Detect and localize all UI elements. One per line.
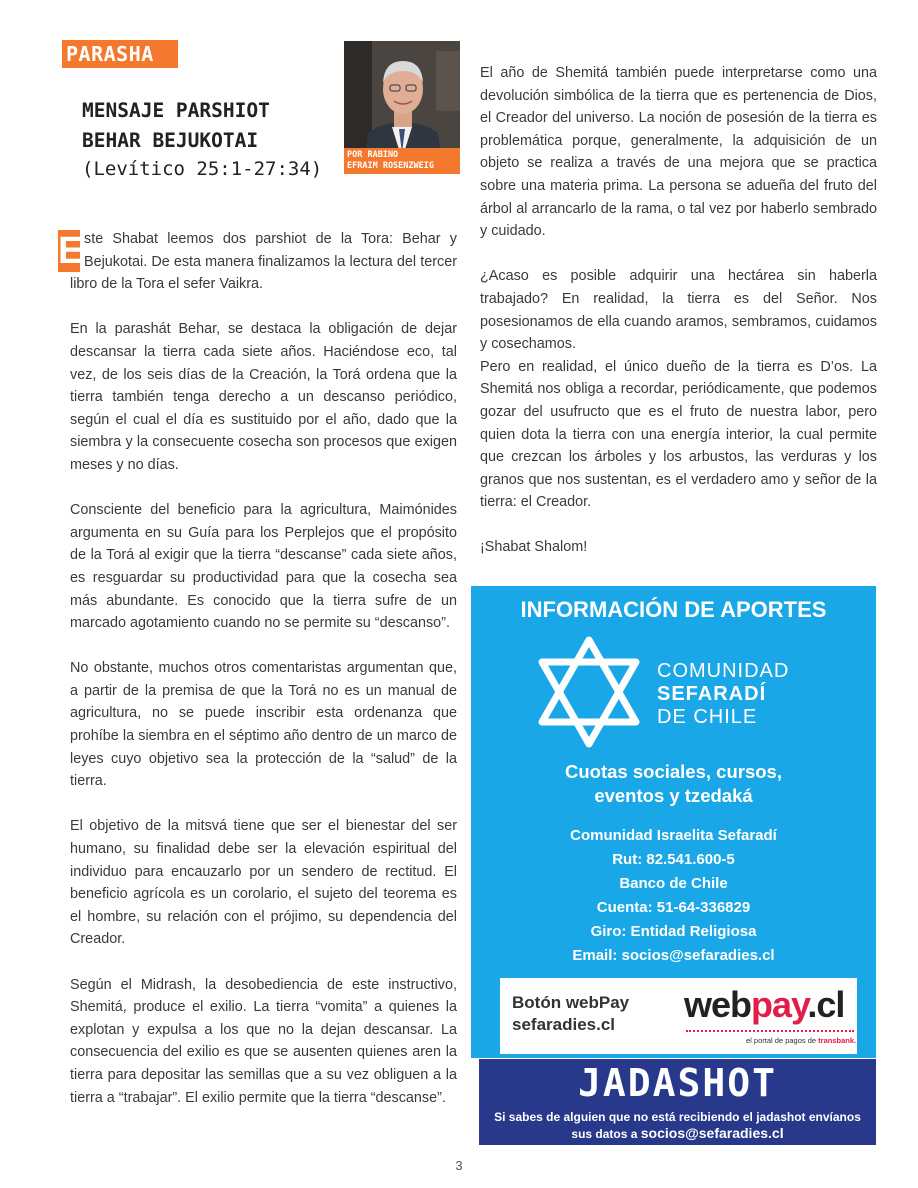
article-title (82, 96, 270, 156)
webpay-line-2: sefaradies.cl (512, 1015, 616, 1034)
paragraph-4: No obstante, muchos otros comentaristas argumentan que, a partir de la premisa de que la Torá no es un manual de agricultura, no se puede inscribir esta ordenanza que prohíbe la siembra en el séptimo año dentro de un marco de leyes cuyo objetivo sea la protección de la “salud” de la tierra. (70, 660, 457, 790)
article-right-column (480, 62, 877, 582)
paragraph-1-text: ste Shabat leemos dos parshiot de la Tora: Behar y Bejukotai. De esta manera finalizamos la lectura del tercer libro de la Tora el sefer Vaikra. (70, 231, 457, 293)
webpay-label (512, 992, 629, 1036)
jadashot-line-1: Si sabes de alguien que no está recibiendo el jadashot envíanos (494, 1110, 861, 1124)
webpay-logo (684, 984, 844, 1026)
community-logo-text (657, 660, 789, 729)
bank-name: Banco de Chile (619, 875, 728, 892)
portal-text: el portal de pagos de (746, 1036, 817, 1045)
donation-heading: INFORMACIÓN DE APORTES (520, 597, 827, 622)
bible-reference: (Levítico 25:1-27:34) (82, 158, 323, 180)
donation-info-box (471, 586, 876, 1058)
business-type: Giro: Entidad Religiosa (590, 923, 757, 940)
rut-number: Rut: 82.541.600-5 (612, 851, 735, 868)
paragraph-2: En la parashát Behar, se destaca la obligación de dejar descansar la tierra cada siete años. Haciéndose eco, tal vez, de los seis días de la Creación, la Torá ordena que la tierra también tenga derecho a un descanso periódico, según el cual el día es sustituido por el año, dado que la siembra y la consecuente cosecha son procesos que exigen meses y no días. (70, 321, 457, 473)
paragraph-8: ¿Acaso es posible adquirir una hectárea sin haberla trabajado? En realidad, la tierra es del Señor. Nos posesionamos de ella cuando aramos, sembramos, cuidamos y cosechamos. (480, 268, 877, 353)
account-holder: Comunidad Israelita Sefaradí (570, 827, 777, 844)
bank-details (471, 824, 876, 968)
paragraph-3: Consciente del beneficio para la agricultura, Maimónides argumenta en su Guía para los Perplejos que el propósito de la Torá al exigir que la tierra “descanse” cada siete años, es resguardar su productividad para que la cosecha sea más abundante. Es conocido que la tierra sufre de un marcado agotamiento cuando no se permite su “descanso”. (70, 502, 457, 632)
webpay-dotted-rule (686, 1030, 854, 1032)
jadashot-email[interactable]: socios@sefaradies.cl (640, 1125, 784, 1141)
paragraph-7: El año de Shemitá también puede interpretarse como una devolución simbólica de la tierra que es pertenencia de Dios, el Creador del universo. La noción de posesión de la tierra es problemática porque, generalmente, la adquisición de un objeto se realiza a través de una mejora que se practica sobre una materia prima. La persona se adueña del fruto del árbol al arrancarlo de la rama, o tal vez por haberlo sembrado y cuidado. (480, 65, 877, 240)
jadashot-message (479, 1109, 876, 1142)
title-line-1: MENSAJE PARSHIOT (82, 99, 270, 122)
paragraph-6: Según el Midrash, la desobediencia de este instructivo, Shemitá, produce el exilio. La tierra “vomita” a quienes la explotan y expulsa a los que no la dejan descansar. La consecuencia del exilio es que se ausenten quienes aren la tierra para depositar las semillas que a su vez obliguen a la tierra a “trabajar”. El exilio permite que la tierra “descanse”. (70, 976, 457, 1106)
page-number: 3 (455, 1158, 463, 1173)
webpay-logo-cl: .cl (807, 984, 845, 1025)
org-line-2: SEFARADÍ (657, 683, 767, 705)
account-number: Cuenta: 51-64-336829 (596, 899, 751, 916)
photo-caption (344, 148, 460, 174)
section-tag: PARASHA (62, 40, 178, 68)
dues-line-2: eventos y tzedaká (594, 785, 753, 806)
org-line-1: COMUNIDAD (657, 660, 790, 682)
dues-line-1: Cuotas sociales, cursos, (565, 761, 782, 782)
webpay-logo-pay: pay (751, 984, 808, 1025)
caption-line-2: EFRAIM ROSENZWEIG (347, 161, 434, 171)
webpay-logo-web: web (684, 984, 752, 1025)
jadashot-line-2: sus datos a (571, 1127, 641, 1141)
author-photo (344, 41, 460, 174)
title-line-2: BEHAR BEJUKOTAI (82, 129, 259, 152)
dues-heading (471, 760, 876, 808)
paragraph-5: El objetivo de la mitsvá tiene que ser el bienestar del ser humano, su finalidad debe ser la elevación espiritual del individuo para encauzarlo por un sendero de rectitud. El beneficio agrícola es un corolario, el sujeto del teorema es el hombre, su relación con el prójimo, su dependencia del Creador. (70, 818, 457, 948)
webpay-banner[interactable] (500, 978, 857, 1054)
org-line-3: DE CHILE (657, 706, 758, 728)
transbank-brand: transbank. (818, 1036, 857, 1045)
article-left-column (58, 228, 457, 1109)
paragraph-9: Pero en realidad, el único dueño de la tierra es D’os. La Shemitá nos obliga a recordar, periódicamente, que podemos gozar del usufructo que es el fruto de nuestra labor, pero quien dota la tierra con una energía interior, la cual permite que crezcan los árboles y los arbustos, las verduras y los granos que nos sustentan, es el verdadero amo y señor de la tierra: el Creador. (480, 358, 877, 511)
webpay-line-1: Botón webPay (512, 993, 630, 1012)
webpay-portal-text (746, 1036, 856, 1045)
jadashot-logo: JADASHOT (577, 1061, 778, 1105)
contact-email[interactable]: Email: socios@sefaradies.cl (572, 947, 775, 964)
drop-cap: E (58, 230, 84, 272)
paragraph-1 (58, 228, 457, 296)
closing-greeting: ¡Shabat Shalom! (480, 539, 588, 556)
jadashot-banner (479, 1059, 876, 1145)
star-of-david-icon (533, 636, 645, 748)
caption-line-1: POR RABINO (347, 150, 399, 160)
